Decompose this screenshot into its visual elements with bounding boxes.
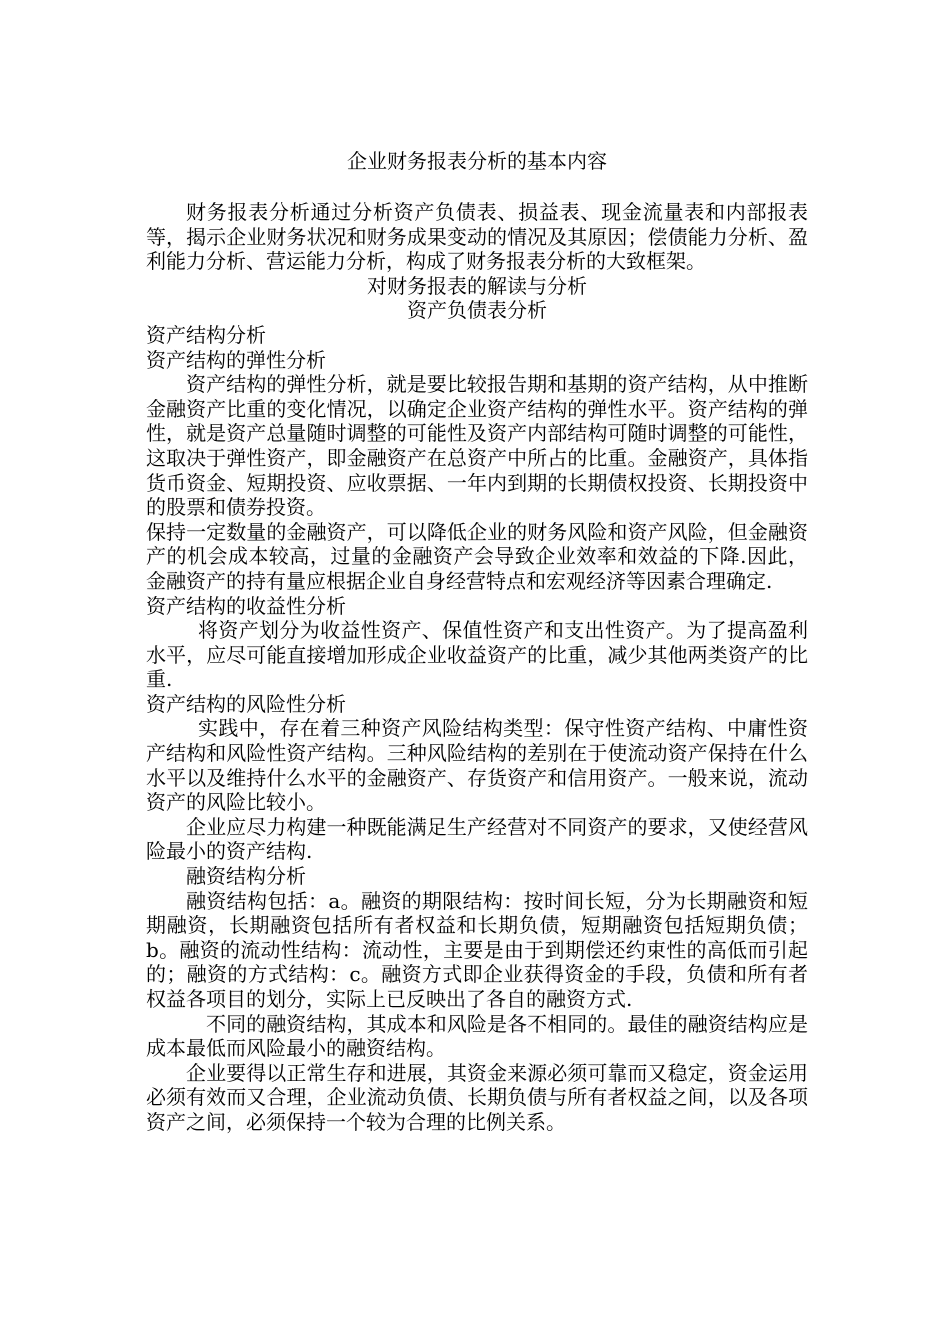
paragraph-asset-structure-goal: 企业应尽力构建一种既能满足生产经营对不同资产的要求，又使经营风险最小的资产结构. bbox=[146, 814, 808, 864]
section-heading-interpretation: 对财务报表的解读与分析 bbox=[367, 273, 587, 298]
subheading-elasticity: 资产结构的弹性分析 bbox=[146, 347, 326, 372]
document-body bbox=[146, 200, 808, 1135]
section-heading-balance-sheet: 资产负债表分析 bbox=[407, 298, 547, 323]
paragraph-financial-assets: 保持一定数量的金融资产，可以降低企业的财务风险和资产风险，但金融资产的机会成本较高，过量的金融资产会导致企业效率和效益的下降.因此，金融资产的持有量应根据企业自身经营特点和宏观经济等因素合理确定. bbox=[146, 519, 808, 593]
intro-paragraph: 财务报表分析通过分析资产负债表、损益表、现金流量表和内部报表等，揭示企业财务状况和财务成果变动的情况及其原因；偿债能力分析、盈利能力分析、营运能力分析，构成了财务报表分析的大致框架。 bbox=[146, 200, 808, 274]
paragraph-risk: 实践中，存在着三种资产风险结构类型：保守性资产结构、中庸性资产结构和风险性资产结构。三种风险结构的差别在于使流动资产保持在什么水平以及维持什么水平的金融资产、存货资产和信用资产。一般来说，流动资产的风险比较小。 bbox=[146, 716, 808, 815]
paragraph-financing-structure: 融资结构包括：a。融资的期限结构：按时间长短，分为长期融资和短期融资，长期融资包括所有者权益和长期负债，短期融资包括短期负债；b。融资的流动性结构：流动性，主要是由于到期偿还约束性的高低而引起的；融资的方式结构：c。融资方式即企业获得资金的手段，负债和所有者权益各项目的划分，实际上已反映出了各自的融资方式. bbox=[146, 888, 808, 1011]
paragraph-optimal-financing: 不同的融资结构，其成本和风险是各不相同的。最佳的融资结构应是成本最低而风险最小的融资结构。 bbox=[146, 1011, 808, 1061]
paragraph-elasticity: 资产结构的弹性分析，就是要比较报告期和基期的资产结构，从中推断金融资产比重的变化情况，以确定企业资产结构的弹性水平。资产结构的弹性，就是资产总量随时调整的可能性及资产内部结构可随时调整的可能性，这取决于弹性资产，即金融资产在总资产中所占的比重。金融资产，具体指货币资金、短期投资、应收票据、一年内到期的长期债权投资、长期投资中的股票和债券投资。 bbox=[146, 372, 808, 520]
paragraph-profitability: 将资产划分为收益性资产、保值性资产和支出性资产。为了提高盈利水平，应尽可能直接增加形成企业收益资产的比重，减少其他两类资产的比重. bbox=[146, 618, 808, 692]
subheading-financing-structure: 融资结构分析 bbox=[186, 864, 306, 889]
subheading-risk: 资产结构的风险性分析 bbox=[146, 691, 346, 716]
paragraph-capital-balance: 企业要得以正常生存和进展，其资金来源必须可靠而又稳定，资金运用必须有效而又合理，企业流动负债、长期负债与所有者权益之间，以及各项资产之间，必须保持一个较为合理的比例关系。 bbox=[146, 1060, 808, 1134]
subheading-profitability: 资产结构的收益性分析 bbox=[146, 593, 346, 618]
subheading-asset-structure: 资产结构分析 bbox=[146, 322, 266, 347]
document-title: 企业财务报表分析的基本内容 bbox=[347, 149, 607, 173]
